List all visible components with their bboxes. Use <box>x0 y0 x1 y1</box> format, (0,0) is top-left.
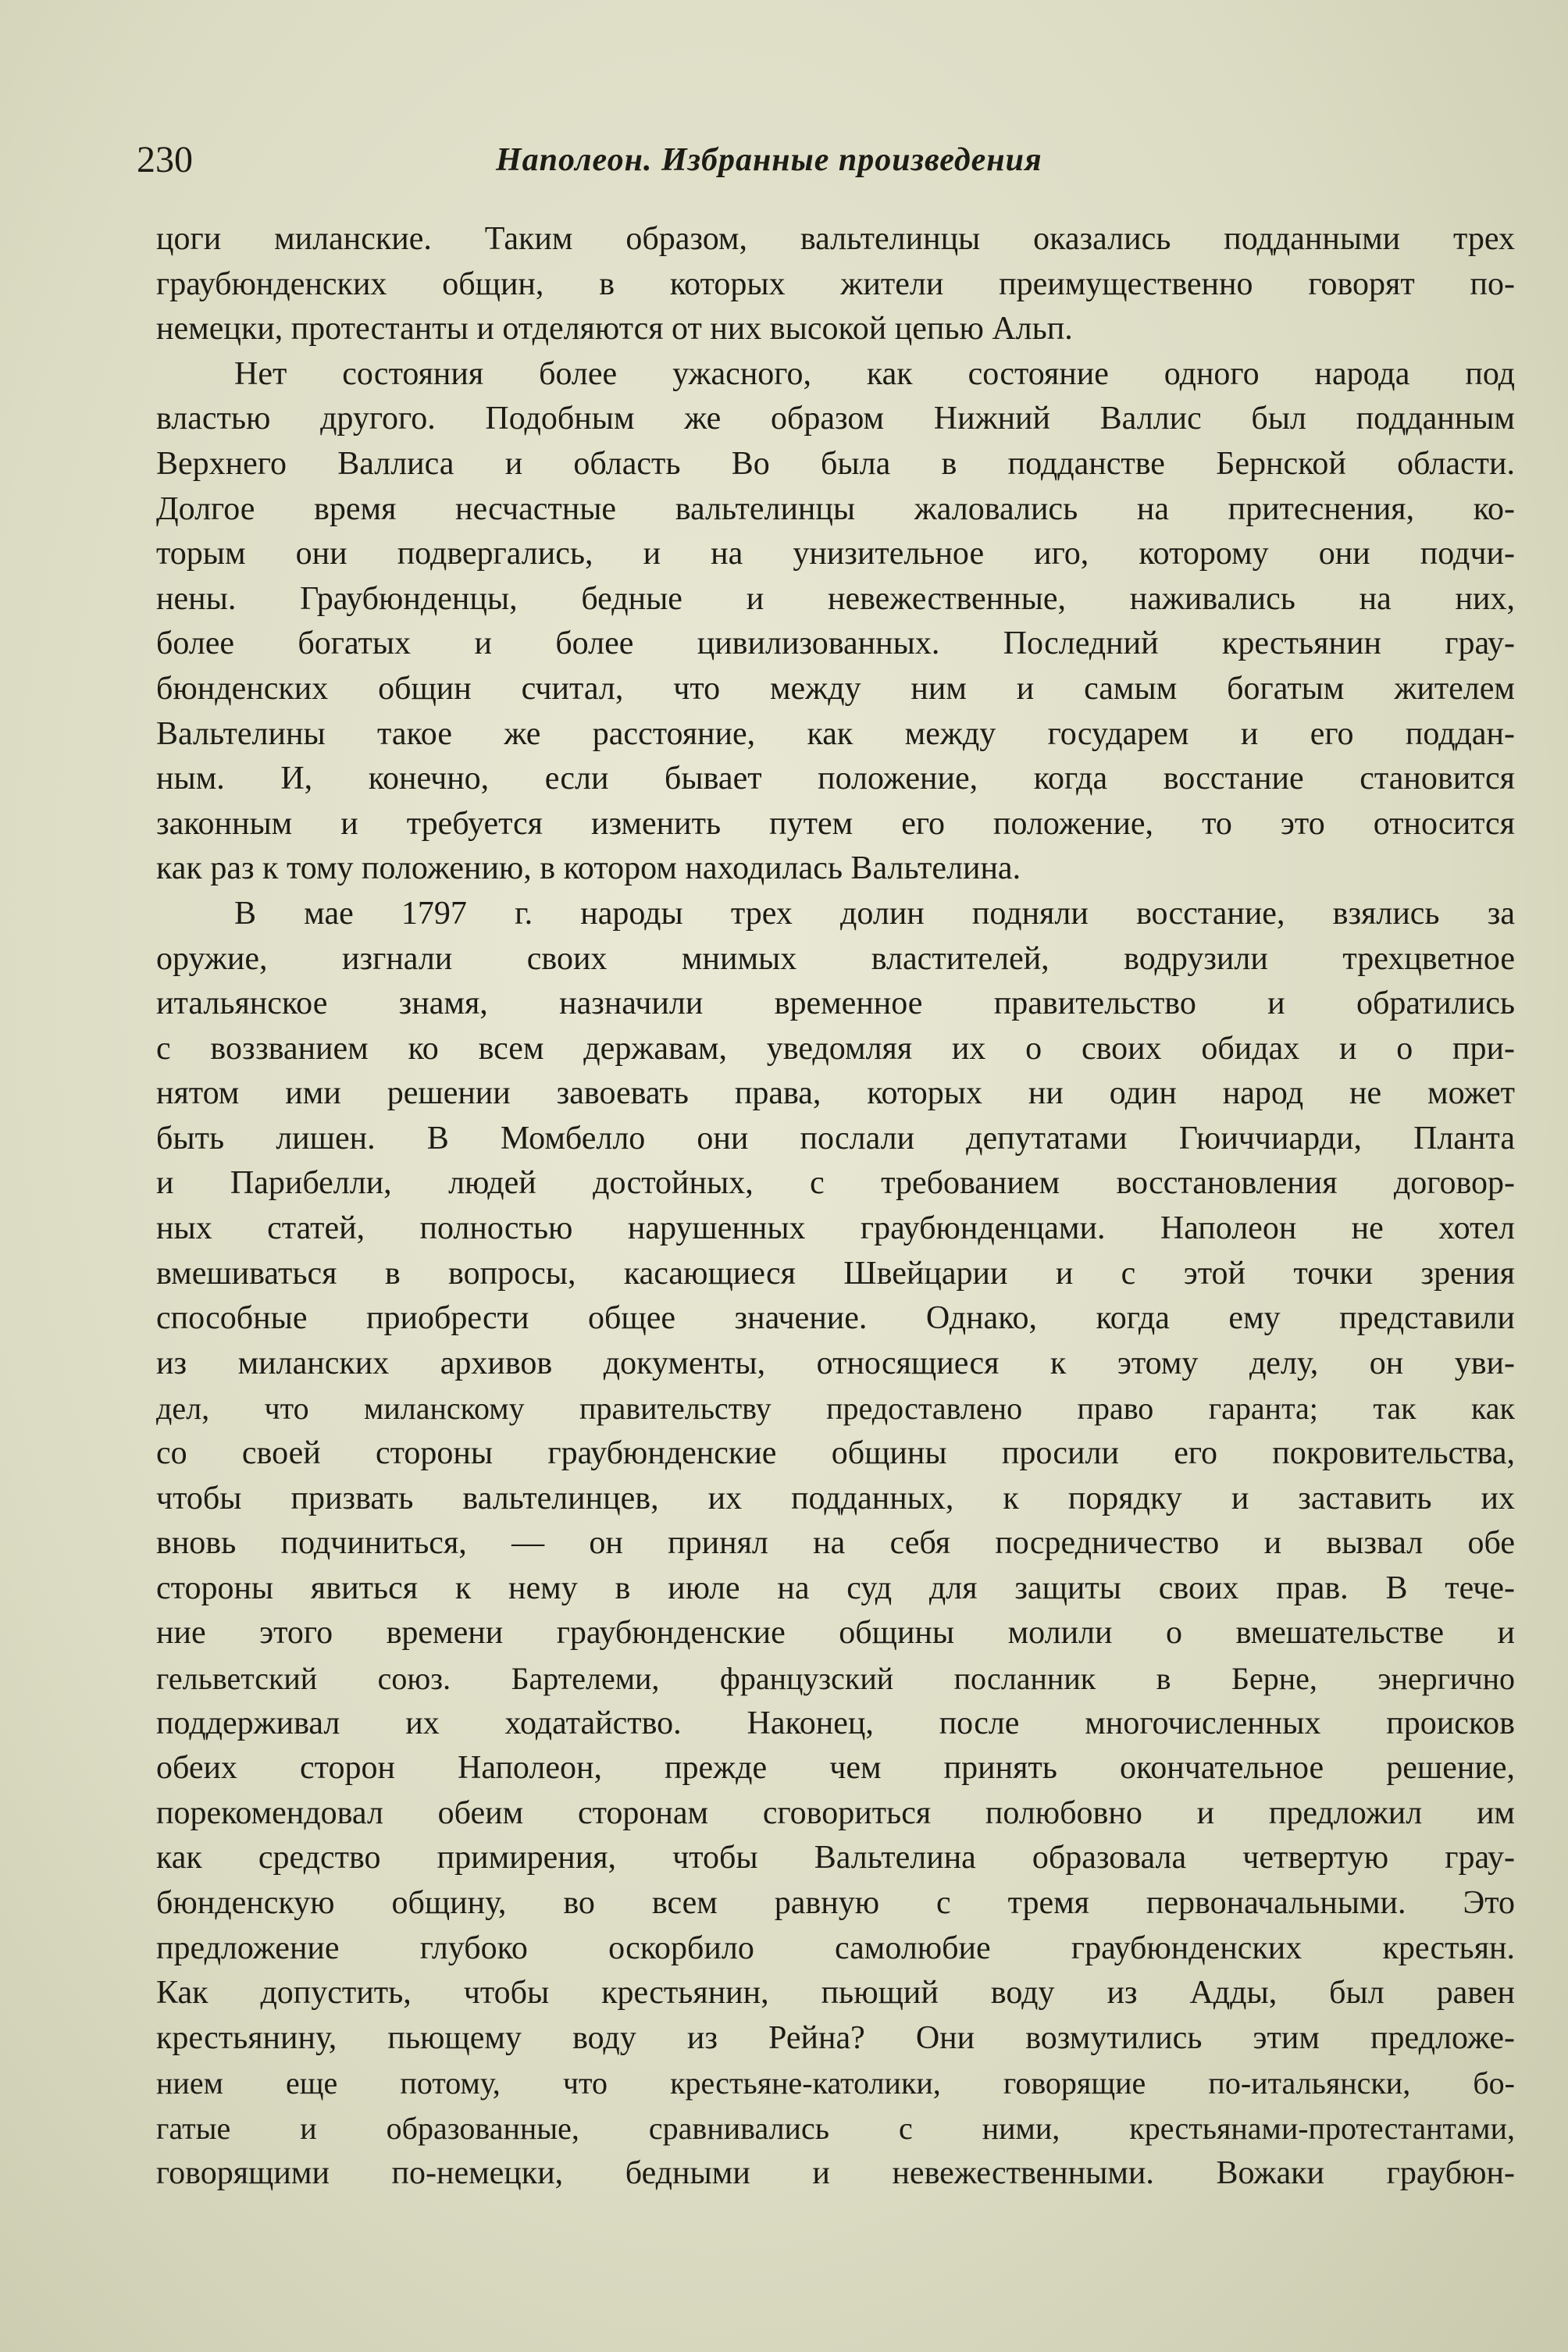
text-line: Долгое время несчастные вальтелинцы жаловались на притеснения, ко- <box>156 490 1515 527</box>
text-line: обеих сторон Наполеон, прежде чем принять окончательное решение, <box>156 1750 1515 1787</box>
text-line: Верхнего Валлиса и область Во была в подданстве Бернской области. <box>156 445 1515 482</box>
text-line: Вальтелины такое же расстояние, как между государем и его поддан- <box>156 715 1515 752</box>
text-line: гатые и образованные, сравнивались с ними, крестьянами-протестантами, <box>156 2110 1515 2146</box>
running-head <box>137 133 1495 187</box>
text-line: порекомендовал обеим сторонам сговориться полюбовно и предложил им <box>156 1794 1515 1831</box>
text-line: итальянское знамя, назначили временное правительство и обратились <box>156 985 1515 1022</box>
text-line: стороны явиться к нему в июле на суд для защиты своих прав. В тече- <box>156 1570 1515 1606</box>
text-line: нием еще потому, что крестьяне-католики, говорящие по-итальянски, бо- <box>156 2065 1515 2101</box>
text-line: властью другого. Подобным же образом Нижний Валлис был подданным <box>156 401 1515 437</box>
text-line: способные приобрести общее значение. Однако, когда ему представили <box>156 1300 1515 1337</box>
text-line: со своей стороны граубюнденские общины просили его покровительства, <box>156 1435 1515 1472</box>
text-line: нены. Граубюнденцы, бедные и невежественные, наживались на них, <box>156 580 1515 617</box>
text-line: с воззванием ко всем державам, уведомляя их о своих обидах и о при- <box>156 1030 1515 1067</box>
text-line: говорящими по-немецки, бедными и невежественными. Вожаки граубюн- <box>156 2154 1515 2191</box>
text-line: ным. И, конечно, если бывает положение, когда восстание становится <box>156 761 1515 797</box>
text-line: немецки, протестанты и отделяются от них высокой цепью Альп. <box>156 311 1073 347</box>
text-line: и Парибелли, людей достойных, с требованием восстановления договор- <box>156 1165 1515 1202</box>
text-line: бюнденскую общину, во всем равную с тремя первоначальными. Это <box>156 1884 1515 1921</box>
text-line: быть лишен. В Момбелло они послали депутатами Гюиччиарди, Планта <box>156 1120 1515 1156</box>
text-line: вновь подчиниться, — он принял на себя посредничество и вызвал обе <box>156 1525 1515 1562</box>
text-line: ных статей, полностью нарушенных граубюнденцами. Наполеон не хотел <box>156 1210 1515 1247</box>
body-text <box>156 217 1515 2196</box>
text-line: бюнденских общин считал, что между ним и самым богатым жителем <box>156 670 1515 707</box>
text-line: более богатых и более цивилизованных. Последний крестьянин грау- <box>156 625 1515 662</box>
text-line: нятом ими решении завоевать права, которых ни один народ не может <box>156 1075 1515 1112</box>
text-line: вмешиваться в вопросы, касающиеся Швейцарии и с этой точки зрения <box>156 1255 1515 1292</box>
text-line: поддерживал их ходатайство. Наконец, после многочисленных происков <box>156 1705 1515 1741</box>
running-title: Наполеон. Избранные произведения <box>496 142 1042 178</box>
text-line: В мае 1797 г. народы трех долин подняли восстание, взялись за <box>234 895 1515 932</box>
text-line: крестьянину, пьющему воду из Рейна? Они возмутились этим предложе- <box>156 2019 1515 2056</box>
text-line: чтобы призвать вальтелинцев, их подданных, к порядку и заставить их <box>156 1480 1515 1516</box>
text-line: Как допустить, чтобы крестьянин, пьющий воду из Адды, был равен <box>156 1975 1515 2012</box>
text-line: как раз к тому положению, в котором находилась Вальтелина. <box>156 850 1021 887</box>
text-line: цоги миланские. Таким образом, вальтелинцы оказались подданными трех <box>156 221 1515 257</box>
text-line: дел, что миланскому правительству предоставлено право гаранта; так как <box>156 1391 1515 1427</box>
text-line: из миланских архивов документы, относящиеся к этому делу, он уви- <box>156 1345 1515 1381</box>
text-line: предложение глубоко оскорбило самолюбие граубюнденских крестьян. <box>156 1930 1515 1966</box>
text-line: оружие, изгнали своих мнимых властителей, водрузили трехцветное <box>156 940 1515 977</box>
text-line: Нет состояния более ужасного, как состояние одного народа под <box>234 355 1515 392</box>
text-line: гельветский союз. Бартелеми, французский посланник в Берне, энергично <box>156 1661 1515 1696</box>
page-number: 230 <box>137 139 193 180</box>
text-line: законным и требуется изменить путем его положение, то это относится <box>156 805 1515 842</box>
text-line: как средство примирения, чтобы Вальтелина образовала четвертую грау- <box>156 1840 1515 1876</box>
text-line: ние этого времени граубюнденские общины молили о вмешательстве и <box>156 1615 1515 1652</box>
text-line: граубюнденских общин, в которых жители преимущественно говорят по- <box>156 265 1515 302</box>
text-line: торым они подвергались, и на унизительное иго, которому они подчи- <box>156 536 1515 572</box>
